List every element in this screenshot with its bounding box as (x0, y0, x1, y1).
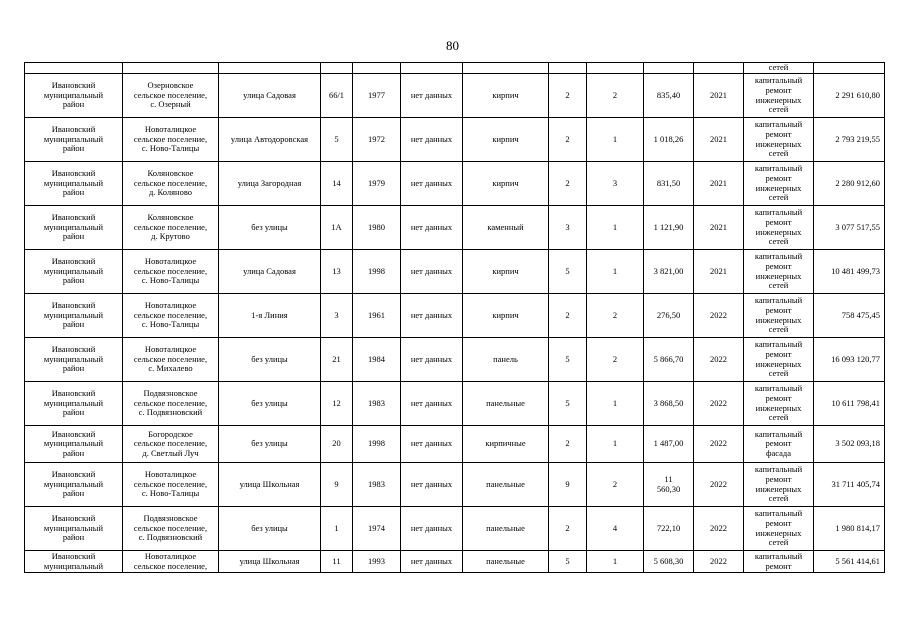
area-cell: 1 121,90 (644, 206, 694, 250)
wall-material-cell (463, 63, 549, 74)
condition-data-cell: нет данных (401, 118, 463, 162)
wall-material-cell: панельные (463, 463, 549, 507)
table-row (25, 507, 885, 551)
street-cell: улица Садовая (219, 74, 321, 118)
floors-cell: 2 (549, 162, 587, 206)
year-built-cell: 1961 (353, 294, 401, 338)
condition-data-cell: нет данных (401, 206, 463, 250)
entrances-cell (587, 63, 644, 74)
year-built-cell: 1972 (353, 118, 401, 162)
entrances-cell: 1 (587, 118, 644, 162)
house-number-cell: 20 (321, 426, 353, 463)
condition-data-cell: нет данных (401, 338, 463, 382)
condition-data-cell: нет данных (401, 426, 463, 463)
district-cell: Ивановский муниципальный район (25, 206, 123, 250)
wall-material-cell: каменный (463, 206, 549, 250)
street-cell: улица Автодоровская (219, 118, 321, 162)
area-cell: 722,10 (644, 507, 694, 551)
repair-year-cell: 2022 (694, 507, 744, 551)
work-type-cell: капитальный ремонт (744, 551, 814, 573)
repair-year-cell: 2021 (694, 74, 744, 118)
district-cell: Ивановский муниципальный район (25, 74, 123, 118)
repair-year-cell (694, 63, 744, 74)
settlement-cell: Новоталицкое сельское поселение, с. Михалево (123, 338, 219, 382)
condition-data-cell: нет данных (401, 382, 463, 426)
table-row (25, 426, 885, 463)
entrances-cell: 1 (587, 551, 644, 573)
settlement-cell (123, 63, 219, 74)
year-built-cell: 1977 (353, 74, 401, 118)
wall-material-cell: кирпич (463, 162, 549, 206)
housing-repair-table (24, 62, 885, 573)
condition-data-cell: нет данных (401, 463, 463, 507)
district-cell: Ивановский муниципальный район (25, 294, 123, 338)
area-cell: 276,50 (644, 294, 694, 338)
repair-year-cell: 2022 (694, 382, 744, 426)
repair-year-cell: 2021 (694, 206, 744, 250)
cost-cell: 16 093 120,77 (814, 338, 885, 382)
house-number-cell: 66/1 (321, 74, 353, 118)
floors-cell: 2 (549, 74, 587, 118)
work-type-cell: капитальный ремонт инженерных сетей (744, 118, 814, 162)
area-cell: 5 608,30 (644, 551, 694, 573)
house-number-cell: 12 (321, 382, 353, 426)
district-cell: Ивановский муниципальный район (25, 118, 123, 162)
repair-year-cell: 2022 (694, 294, 744, 338)
street-cell: без улицы (219, 338, 321, 382)
area-cell: 831,50 (644, 162, 694, 206)
area-cell: 1 487,00 (644, 426, 694, 463)
work-type-cell: капитальный ремонт фасада (744, 426, 814, 463)
work-type-cell: сетей (744, 63, 814, 74)
house-number-cell: 3 (321, 294, 353, 338)
street-cell: без улицы (219, 426, 321, 463)
house-number-cell: 14 (321, 162, 353, 206)
floors-cell: 2 (549, 426, 587, 463)
condition-data-cell: нет данных (401, 294, 463, 338)
table-row (25, 338, 885, 382)
repair-year-cell: 2021 (694, 118, 744, 162)
entrances-cell: 1 (587, 426, 644, 463)
house-number-cell: 5 (321, 118, 353, 162)
cost-cell: 2 291 610,80 (814, 74, 885, 118)
table-row (25, 463, 885, 507)
entrances-cell: 1 (587, 250, 644, 294)
floors-cell: 5 (549, 338, 587, 382)
repair-year-cell: 2021 (694, 250, 744, 294)
table-row (25, 551, 885, 573)
settlement-cell: Озерновское сельское поселение, с. Озерный (123, 74, 219, 118)
year-built-cell: 1980 (353, 206, 401, 250)
year-built-cell: 1984 (353, 338, 401, 382)
wall-material-cell: панельные (463, 507, 549, 551)
cost-cell: 1 980 814,17 (814, 507, 885, 551)
area-cell: 3 821,00 (644, 250, 694, 294)
entrances-cell: 2 (587, 463, 644, 507)
floors-cell: 9 (549, 463, 587, 507)
house-number-cell (321, 63, 353, 74)
entrances-cell: 2 (587, 74, 644, 118)
settlement-cell: Новоталицкое сельское поселение, (123, 551, 219, 573)
cost-cell: 2 793 219,55 (814, 118, 885, 162)
house-number-cell: 21 (321, 338, 353, 382)
street-cell: улица Школьная (219, 551, 321, 573)
floors-cell: 5 (549, 382, 587, 426)
entrances-cell: 1 (587, 206, 644, 250)
settlement-cell: Новоталицкое сельское поселение, с. Ново-Талицы (123, 463, 219, 507)
repair-year-cell: 2021 (694, 162, 744, 206)
entrances-cell: 3 (587, 162, 644, 206)
floors-cell (549, 63, 587, 74)
district-cell: Ивановский муниципальный район (25, 426, 123, 463)
table-row (25, 74, 885, 118)
floors-cell: 2 (549, 118, 587, 162)
table-row (25, 162, 885, 206)
settlement-cell: Богородское сельское поселение, д. Светлый Луч (123, 426, 219, 463)
area-cell: 835,40 (644, 74, 694, 118)
condition-data-cell: нет данных (401, 250, 463, 294)
house-number-cell: 1А (321, 206, 353, 250)
floors-cell: 5 (549, 551, 587, 573)
district-cell: Ивановский муниципальный район (25, 162, 123, 206)
area-cell: 5 866,70 (644, 338, 694, 382)
work-type-cell: капитальный ремонт инженерных сетей (744, 206, 814, 250)
cost-cell: 2 280 912,60 (814, 162, 885, 206)
house-number-cell: 13 (321, 250, 353, 294)
cost-cell: 3 502 093,18 (814, 426, 885, 463)
table-row (25, 206, 885, 250)
year-built-cell: 1979 (353, 162, 401, 206)
street-cell: улица Загородная (219, 162, 321, 206)
condition-data-cell (401, 63, 463, 74)
wall-material-cell: панель (463, 338, 549, 382)
area-cell: 1 018,26 (644, 118, 694, 162)
work-type-cell: капитальный ремонт инженерных сетей (744, 294, 814, 338)
work-type-cell: капитальный ремонт инженерных сетей (744, 463, 814, 507)
wall-material-cell: кирпичные (463, 426, 549, 463)
repair-year-cell: 2022 (694, 426, 744, 463)
street-cell: без улицы (219, 382, 321, 426)
work-type-cell: капитальный ремонт инженерных сетей (744, 74, 814, 118)
settlement-cell: Коляновское сельское поселение, д. Коляново (123, 162, 219, 206)
district-cell (25, 63, 123, 74)
cost-cell: 10 481 499,73 (814, 250, 885, 294)
entrances-cell: 4 (587, 507, 644, 551)
year-built-cell: 1998 (353, 250, 401, 294)
page-number: 80 (446, 38, 459, 53)
settlement-cell: Новоталицкое сельское поселение, с. Ново-Талицы (123, 294, 219, 338)
floors-cell: 2 (549, 507, 587, 551)
wall-material-cell: кирпич (463, 294, 549, 338)
settlement-cell: Подвязновское сельское поселение, с. Подвязновский (123, 382, 219, 426)
cost-cell: 758 475,45 (814, 294, 885, 338)
area-cell: 3 868,50 (644, 382, 694, 426)
year-built-cell: 1983 (353, 463, 401, 507)
repair-year-cell: 2022 (694, 338, 744, 382)
year-built-cell: 1983 (353, 382, 401, 426)
year-built-cell: 1993 (353, 551, 401, 573)
street-cell: без улицы (219, 507, 321, 551)
district-cell: Ивановский муниципальный район (25, 463, 123, 507)
house-number-cell: 9 (321, 463, 353, 507)
entrances-cell: 2 (587, 294, 644, 338)
repair-year-cell: 2022 (694, 551, 744, 573)
street-cell: улица Садовая (219, 250, 321, 294)
street-cell (219, 63, 321, 74)
district-cell: Ивановский муниципальный (25, 551, 123, 573)
work-type-cell: капитальный ремонт инженерных сетей (744, 382, 814, 426)
wall-material-cell: панельные (463, 551, 549, 573)
condition-data-cell: нет данных (401, 74, 463, 118)
street-cell: без улицы (219, 206, 321, 250)
wall-material-cell: панельные (463, 382, 549, 426)
floors-cell: 2 (549, 294, 587, 338)
area-cell (644, 63, 694, 74)
district-cell: Ивановский муниципальный район (25, 250, 123, 294)
table-row (25, 63, 885, 74)
entrances-cell: 1 (587, 382, 644, 426)
cost-cell: 10 611 798,41 (814, 382, 885, 426)
condition-data-cell: нет данных (401, 507, 463, 551)
condition-data-cell: нет данных (401, 551, 463, 573)
wall-material-cell: кирпич (463, 250, 549, 294)
cost-cell: 3 077 517,55 (814, 206, 885, 250)
settlement-cell: Подвязновское сельское поселение, с. Подвязновский (123, 507, 219, 551)
house-number-cell: 11 (321, 551, 353, 573)
settlement-cell: Новоталицкое сельское поселение, с. Ново-Талицы (123, 118, 219, 162)
year-built-cell (353, 63, 401, 74)
work-type-cell: капитальный ремонт инженерных сетей (744, 250, 814, 294)
wall-material-cell: кирпич (463, 118, 549, 162)
table-body (25, 63, 885, 573)
area-cell: 11 560,30 (644, 463, 694, 507)
cost-cell (814, 63, 885, 74)
work-type-cell: капитальный ремонт инженерных сетей (744, 338, 814, 382)
settlement-cell: Коляновское сельское поселение, д. Крутово (123, 206, 219, 250)
work-type-cell: капитальный ремонт инженерных сетей (744, 162, 814, 206)
district-cell: Ивановский муниципальный район (25, 338, 123, 382)
floors-cell: 3 (549, 206, 587, 250)
table-row (25, 118, 885, 162)
district-cell: Ивановский муниципальный район (25, 507, 123, 551)
wall-material-cell: кирпич (463, 74, 549, 118)
cost-cell: 31 711 405,74 (814, 463, 885, 507)
entrances-cell: 2 (587, 338, 644, 382)
condition-data-cell: нет данных (401, 162, 463, 206)
cost-cell: 5 561 414,61 (814, 551, 885, 573)
repair-year-cell: 2022 (694, 463, 744, 507)
street-cell: 1-я Линия (219, 294, 321, 338)
table-row (25, 294, 885, 338)
table-row (25, 250, 885, 294)
year-built-cell: 1998 (353, 426, 401, 463)
table-row (25, 382, 885, 426)
year-built-cell: 1974 (353, 507, 401, 551)
district-cell: Ивановский муниципальный район (25, 382, 123, 426)
floors-cell: 5 (549, 250, 587, 294)
street-cell: улица Школьная (219, 463, 321, 507)
work-type-cell: капитальный ремонт инженерных сетей (744, 507, 814, 551)
house-number-cell: 1 (321, 507, 353, 551)
settlement-cell: Новоталицкое сельское поселение, с. Ново-Талицы (123, 250, 219, 294)
